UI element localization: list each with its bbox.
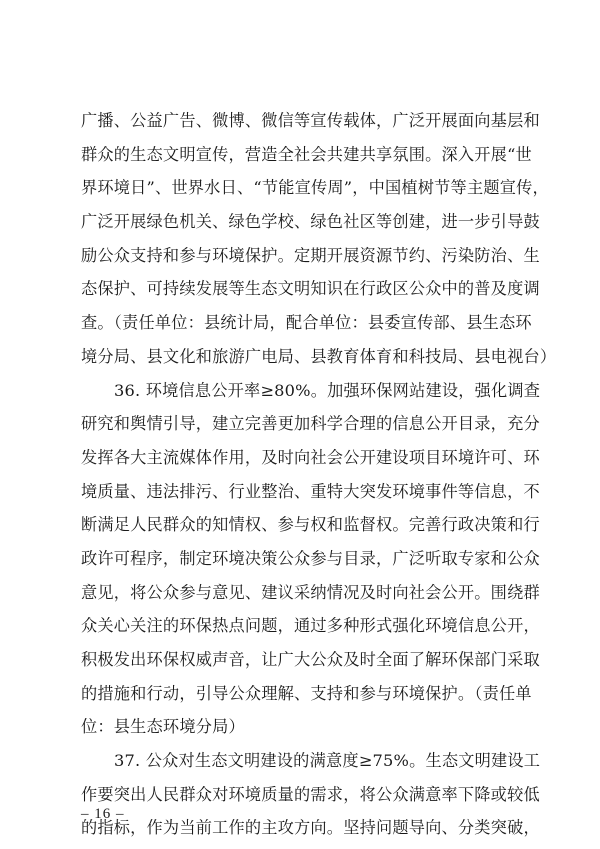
page-number: – 16 – [81, 806, 125, 822]
text-line: 意见，将公众参与意见、建议采纳情况及时向社会公开。围绕群 [81, 582, 540, 602]
text-line: 作要突出人民群众对环境质量的需求，将公众满意率下降或较低 [81, 784, 540, 804]
text-line: 的措施和行动，引导公众理解、支持和参与环境保护。（责任单 [81, 683, 532, 703]
text-line: 界环境日”、世界水日、“节能宣传周”，中国植树节等主题宣传， [81, 178, 549, 198]
text-line: 积极发出环保权威声音，让广大公众及时全面了解环保部门采取 [81, 650, 540, 669]
text-line: 众关心关注的环保热点问题，通过多种形式强化环境信息公开， [81, 616, 540, 636]
text-line: 广播、公益广告、微博、微信等宣传载体，广泛开展面向基层和 [81, 111, 540, 130]
text-line: 研究和舆情引导，建立完善更加科学合理的信息公开目录，充分 [81, 414, 540, 434]
text-line: 态保护、可持续发展等生态文明知识在行政区公众中的普及度调 [81, 279, 540, 299]
text-line: 政许可程序，制定环境决策公众参与目录，广泛听取专家和公众 [81, 548, 540, 568]
text-line: 查。（责任单位：县统计局，配合单位：县委宣传部、县生态环 [81, 313, 532, 333]
text-line: 的指标，作为当前工作的主攻方向。坚持问题导向、分类突破， [81, 818, 540, 838]
text-line: 广泛开展绿色机关、绿色学校、绿色社区等创建，进一步引导鼓 [81, 212, 540, 232]
text-line: 发挥各大主流媒体作用，及时向社会公开建设项目环境许可、环 [81, 447, 540, 467]
text-line: 励公众支持和参与环境保护。定期开展资源节约、污染防治、生 [81, 245, 540, 265]
text-line: 断满足人民群众的知情权、参与权和监督权。完善行政决策和行 [81, 515, 540, 535]
text-line: 位：县生态环境分局） [81, 717, 245, 737]
text-line: 群众的生态文明宣传，营造全社会共建共享氛围。深入开展“世 [81, 144, 532, 164]
body-text [81, 104, 557, 845]
item-36-heading-line: 36. 环境信息公开率≥80%。加强环保网站建设，强化调查 [114, 380, 541, 400]
text-line: 境分局、县文化和旅游广电局、县教育体育和科技局、县电视台） [81, 346, 557, 366]
text-line: 境质量、违法排污、行业整治、重特大突发环境事件等信息，不 [81, 481, 540, 501]
item-37-heading-line: 37. 公众对生态文明建设的满意度≥75%。生态文明建设工 [114, 751, 541, 771]
